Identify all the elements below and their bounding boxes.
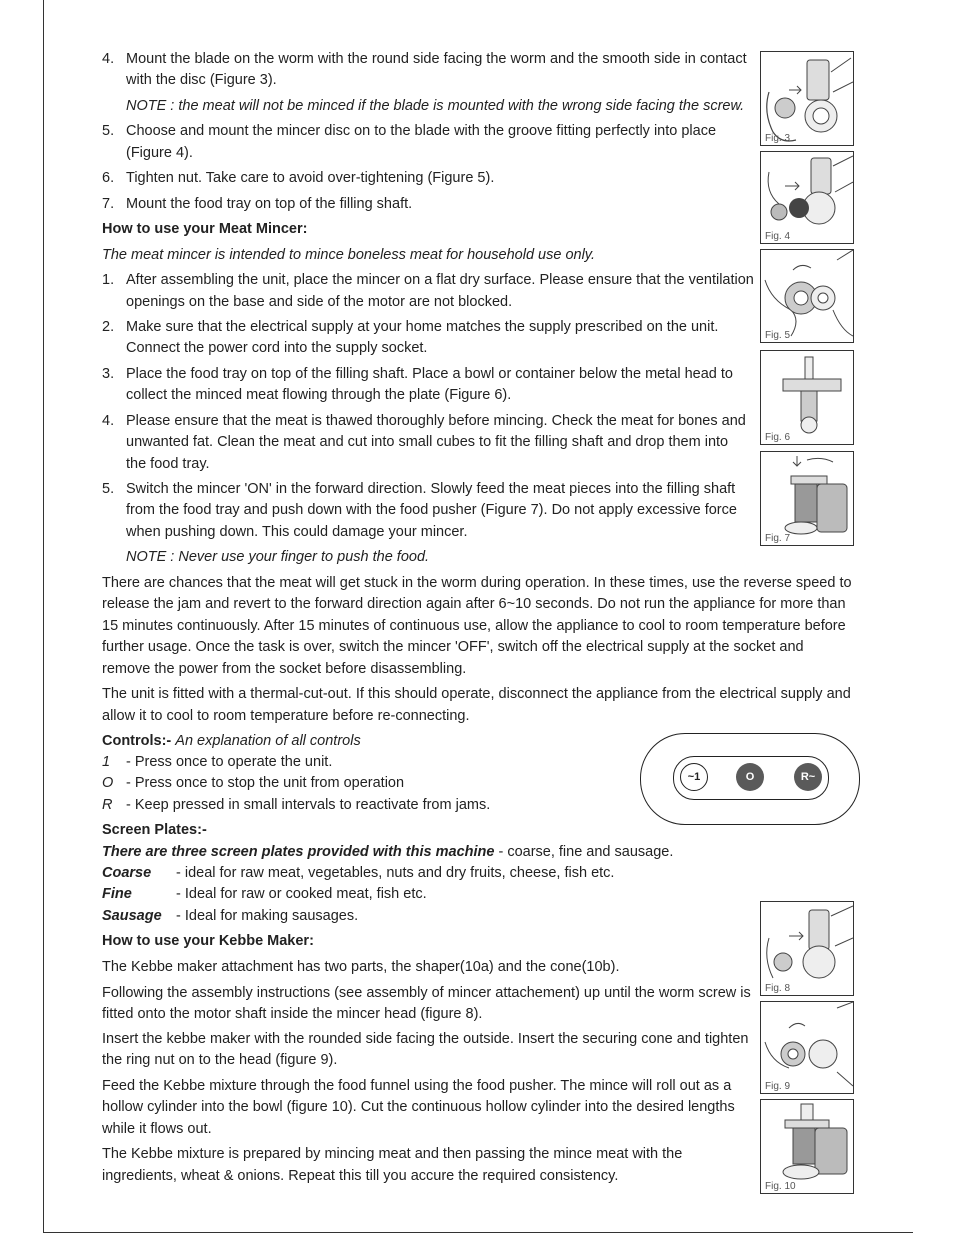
- step-text: Connect the power cord into the supply socket.: [126, 340, 428, 356]
- plate-key: Fine: [102, 886, 132, 902]
- step-text: Mount the food tray on top of the filling shaft.: [126, 196, 413, 212]
- para-line: hollow cylinder into the bowl (figure 10). Cut the continuous hollow cylinder into the desired lengths: [102, 1099, 735, 1115]
- para-line: Feed the Kebbe mixture through the food funnel using the food pusher. The mince will roll out as a: [102, 1078, 732, 1094]
- step-text: collect the minced meat flowing through the plate (Figure 6).: [126, 387, 512, 403]
- para-line: The unit is fitted with a thermal-cut-out. If this should operate, disconnect the appliance from the electrical supply and: [102, 686, 851, 702]
- figure-10: [760, 1099, 854, 1194]
- plates-intro-rest: - coarse, fine and sausage.: [494, 844, 674, 860]
- figure-3: [760, 51, 854, 146]
- para-line: remove the power from the socket before disassembling.: [102, 661, 467, 677]
- step-number: 3.: [102, 366, 115, 382]
- step-number: 5.: [102, 123, 115, 139]
- figure-9: [760, 1001, 854, 1094]
- step-text: unwanted fat. Clean the meat and cut into small cubes to fit the filling shaft and drop them into: [126, 434, 729, 450]
- step-text: the food tray.: [126, 456, 210, 472]
- reverse-button-icon: R~: [794, 763, 822, 791]
- control-desc: - Press once to stop the unit from operation: [126, 775, 405, 791]
- controls-heading-label: Controls:-: [102, 733, 172, 749]
- step-text: with the disc (Figure 3).: [126, 72, 277, 88]
- control-key: 1: [102, 754, 111, 770]
- para-line: Following the assembly instructions (see assembly of mincer attachement) up until the worm screw is: [102, 985, 751, 1001]
- control-panel-inner: [673, 756, 829, 800]
- step-text: Place the food tray on top of the filling shaft. Place a bowl or container below the metal head to: [126, 366, 733, 382]
- step-text: openings on the base and side of the motor are not blocked.: [126, 294, 513, 310]
- figure-label: Fig. 9: [765, 1081, 791, 1092]
- para-line: release the jam and revert to the forward direction again after 6~10 seconds. Do not run the appliance for more than: [102, 596, 846, 612]
- kebbe-output-illustration: [761, 1100, 853, 1193]
- kebbe-cone-illustration: [761, 1002, 853, 1093]
- step-text: Tighten nut. Take care to avoid over-tightening (Figure 5).: [126, 170, 495, 186]
- section-heading-mincer: How to use your Meat Mincer:: [102, 221, 308, 237]
- kebbe-heading: How to use your Kebbe Maker:: [102, 933, 314, 949]
- para-line: allow it to cool to room temperature before re-connecting.: [102, 708, 470, 724]
- step-number: 7.: [102, 196, 115, 212]
- bottom-rule: [43, 1232, 913, 1233]
- plate-key: Coarse: [102, 865, 152, 881]
- para-line: There are chances that the meat will get stuck in the worm during operation. In these times, use the reverse speed to: [102, 575, 852, 591]
- food-tray-illustration: [761, 351, 853, 444]
- step-text: from the food tray and push down with the food pusher (Figure 7). Do not apply excessive force: [126, 502, 737, 518]
- step-text: Choose and mount the mincer disc on to the blade with the groove fitting perfectly into place: [126, 123, 717, 139]
- off-button-icon: O: [736, 763, 764, 791]
- para-line: while it flows out.: [102, 1121, 212, 1137]
- note-text: NOTE : Never use your finger to push the food.: [126, 549, 430, 565]
- control-key: O: [102, 775, 114, 791]
- para-line: the ring nut on to the head (figure 9).: [102, 1052, 338, 1068]
- para-line: 15 minutes continuously. After 15 minutes of continuous use, allow the appliance to cool to room temperature before: [102, 618, 846, 634]
- blade-assembly-illustration: [761, 52, 853, 145]
- para-line: ingredients, wheat & onions. Repeat this till you accure the required consistency.: [102, 1168, 619, 1184]
- note-text: NOTE : the meat will not be minced if the blade is mounted with the wrong side facing the screw.: [126, 98, 745, 114]
- figure-label: Fig. 3: [765, 133, 791, 144]
- step-number: 5.: [102, 481, 115, 497]
- plates-intro-bold: There are three screen plates provided with this machine: [102, 844, 495, 860]
- plate-desc: - Ideal for raw or cooked meat, fish etc.: [176, 886, 427, 902]
- para-line: Insert the kebbe maker with the rounded side facing the outside. Insert the securing cone and tighten: [102, 1031, 749, 1047]
- step-text: Mount the blade on the worm with the round side facing the worm and the smooth side in contact: [126, 51, 747, 67]
- forward-button-icon: ~1: [680, 763, 708, 791]
- step-number: 6.: [102, 170, 115, 186]
- step-text: (Figure 4).: [126, 145, 193, 161]
- plate-desc: - Ideal for making sausages.: [176, 908, 359, 924]
- figure-label: Fig. 4: [765, 231, 791, 242]
- pushing-food-illustration: [761, 452, 853, 545]
- controls-subheading: An explanation of all controls: [175, 733, 361, 749]
- figure-8: [760, 901, 854, 996]
- step-text: Switch the mincer 'ON' in the forward direction. Slowly feed the meat pieces into the filling shaft: [126, 481, 736, 497]
- step-text: After assembling the unit, place the mincer on a flat dry surface. Please ensure that the ventilation: [126, 272, 754, 288]
- controls-heading: [102, 731, 361, 753]
- kebbe-worm-illustration: [761, 902, 853, 995]
- step-number: 1.: [102, 272, 115, 288]
- step-number: 4.: [102, 51, 115, 67]
- figure-6: [760, 350, 854, 445]
- mincer-intro: The meat mincer is intended to mince boneless meat for household use only.: [102, 247, 595, 263]
- figure-label: Fig. 10: [765, 1181, 796, 1192]
- para-line: The Kebbe maker attachment has two parts, the shaper(10a) and the cone(10b).: [102, 959, 620, 975]
- step-number: 4.: [102, 413, 115, 429]
- figure-5: [760, 249, 854, 343]
- figure-label: Fig. 6: [765, 432, 791, 443]
- figure-label: Fig. 7: [765, 533, 791, 544]
- control-desc: - Press once to operate the unit.: [126, 754, 333, 770]
- step-text: Please ensure that the meat is thawed thoroughly before mincing. Check the meat for bones and: [126, 413, 746, 429]
- tighten-nut-illustration: [761, 250, 853, 342]
- plate-desc: - ideal for raw meat, vegetables, nuts and dry fruits, cheese, fish etc.: [176, 865, 615, 881]
- plate-key: Sausage: [102, 908, 162, 924]
- disc-assembly-illustration: [761, 152, 853, 243]
- figure-label: Fig. 5: [765, 330, 791, 341]
- plates-intro: [102, 842, 673, 864]
- para-line: further usage. Once the task is over, switch the mincer 'OFF', switch off the electrical supply at the socket and: [102, 639, 804, 655]
- control-panel-diagram: [640, 733, 860, 825]
- para-line: fitted onto the motor shaft inside the mincer head (figure 8).: [102, 1006, 483, 1022]
- control-desc: - Keep pressed in small intervals to reactivate from jams.: [126, 797, 491, 813]
- figure-7: [760, 451, 854, 546]
- plates-heading: Screen Plates:-: [102, 822, 207, 838]
- para-line: The Kebbe mixture is prepared by mincing meat and then passing the mince meat with the: [102, 1146, 683, 1162]
- step-text: Make sure that the electrical supply at your home matches the supply prescribed on the unit.: [126, 319, 719, 335]
- step-number: 2.: [102, 319, 115, 335]
- figure-4: [760, 151, 854, 244]
- control-key: R: [102, 797, 113, 813]
- left-margin-rule: [43, 0, 44, 1233]
- figure-label: Fig. 8: [765, 983, 791, 994]
- step-text: when pushing down. This could damage your mincer.: [126, 524, 468, 540]
